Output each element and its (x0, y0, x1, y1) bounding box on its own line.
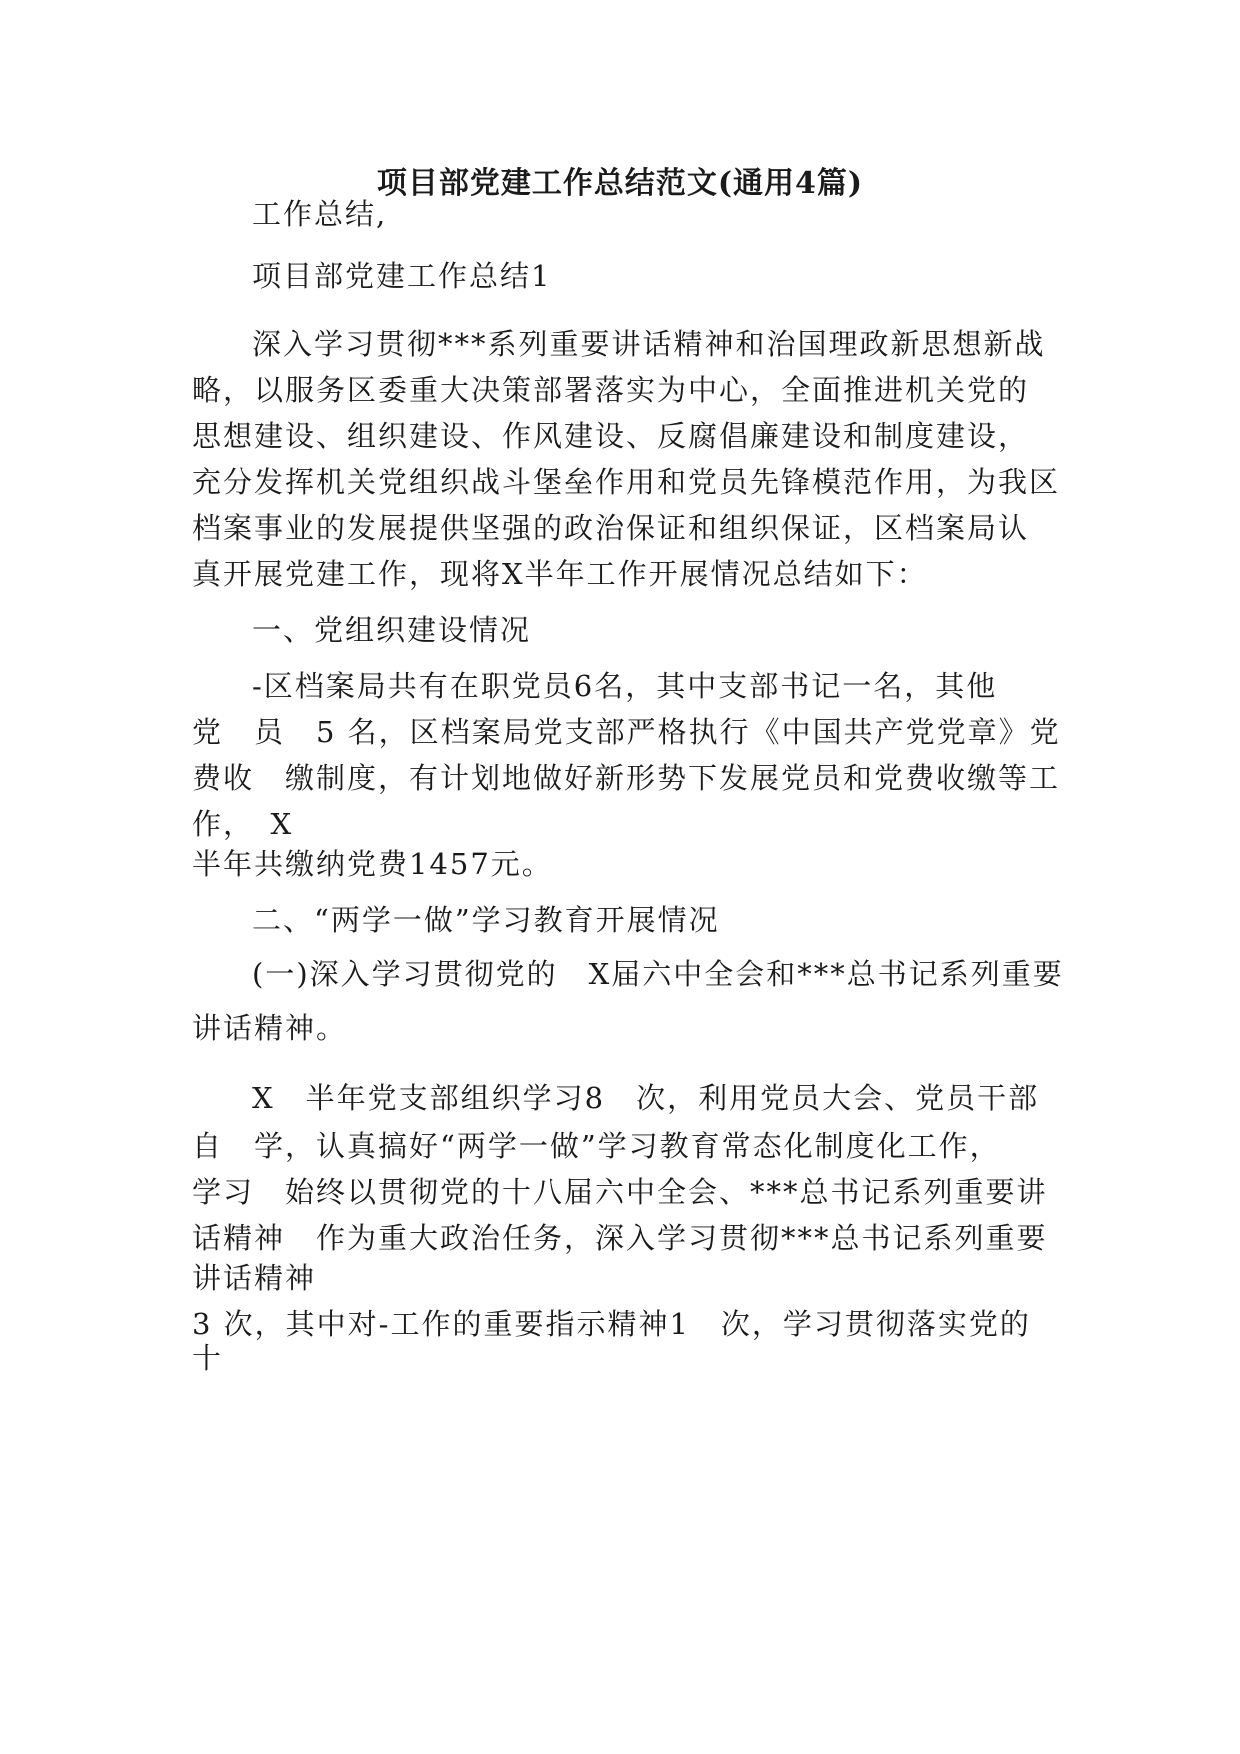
text-line: 半年共缴纳党费1457元。 (192, 847, 553, 881)
text-line: 学习 始终以贯彻党的十八届六中全会、***总书记系列重要讲 (192, 1175, 1048, 1209)
text-line: X 半年党支部组织学习8 次，利用党员大会、党员干部 (252, 1081, 1040, 1115)
text-line: 真开展党建工作，现将X半年工作开展情况总结如下： (192, 557, 928, 591)
text-line: (一)深入学习贯彻党的 X届六中全会和***总书记系列重要 (252, 957, 1064, 991)
text-line: 费收 缴制度，有计划地做好新形势下发展党员和党费收缴等工 (192, 761, 1061, 795)
text-line: 二、“两学一做”学习教育开展情况 (252, 903, 720, 937)
text-line: 一、党组织建设情况 (252, 613, 532, 647)
text-line: 讲话精神 (192, 1261, 317, 1295)
text-line: 略，以服务区委重大决策部署落实为中心，全面推进机关党的 (192, 373, 1030, 407)
text-line: 话精神 作为重大政治任务，深入学习贯彻***总书记系列重要 (192, 1221, 1048, 1255)
text-line: 党 员 5 名，区档案局党支部严格执行《中国共产党党章》党 (192, 715, 1061, 749)
text-line: 3 次，其中对-工作的重要指示精神1 次，学习贯彻落实党的 (192, 1307, 1031, 1341)
text-line: 讲话精神。 (192, 1011, 348, 1045)
text-line: 深入学习贯彻***系列重要讲话精神和治国理政新思想新战 (252, 327, 1046, 361)
text-line: 项目部党建工作总结1 (252, 259, 552, 293)
text-line: 充分发挥机关党组织战斗堡垒作用和党员先锋模范作用，为我区 (192, 465, 1061, 499)
text-line: 作， X (192, 807, 294, 841)
text-line: 自 学，认真搞好“两学一做”学习教育常态化制度化工作， (192, 1129, 1001, 1163)
text-line: 思想建设、组织建设、作风建设、反腐倡廉建设和制度建设， (192, 419, 1030, 453)
text-line: 档案事业的发展提供坚强的政治保证和组织保证，区档案局认 (192, 511, 1030, 545)
document-title: 项目部党建工作总结范文(通用4篇) (376, 166, 864, 201)
text-line: -区档案局共有在职党员6名，其中支部书记一名，其他 (252, 669, 998, 703)
text-line: 十 (192, 1341, 224, 1375)
text-line: 工作总结, (252, 197, 388, 231)
